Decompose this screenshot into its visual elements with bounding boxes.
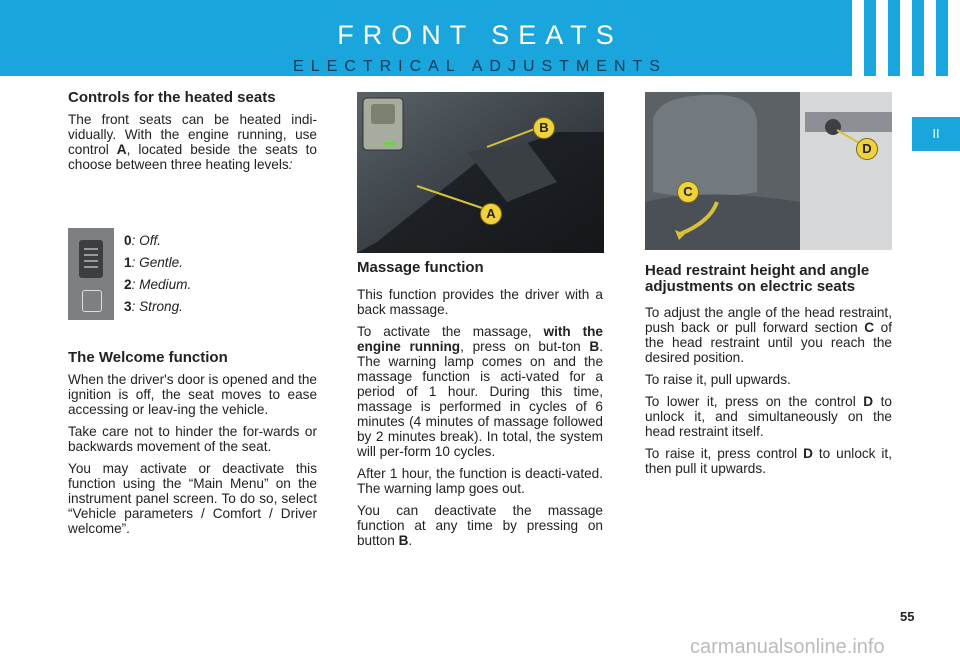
massage-heading: Massage function (357, 259, 484, 276)
massage-text-4: You can deactivate the massage function at any time by pressing on button B. (357, 503, 603, 548)
head-restraint-section (645, 263, 892, 483)
page-number: 55 (900, 609, 915, 624)
marker-b: B (533, 117, 555, 139)
heating-level-0: 0: Off. (124, 233, 162, 248)
page-title: FRONT SEATS (337, 20, 623, 50)
head-restraint-text-2: To raise it, pull upwards. (645, 372, 791, 387)
heated-seat-control-photo (68, 228, 114, 320)
head-restraint-heading: Head restraint height and angle adjustments on electric seats (645, 262, 870, 295)
heated-seats-text: The front seats can be heated indi-vidually. With the engine running, use control A, located beside the seats to choose between three heating levels: (68, 112, 317, 172)
heating-levels-list (124, 233, 191, 321)
heating-switch-icon (79, 240, 103, 278)
head-restraint-text-3: To lower it, press on the control D to unlock it, and simultaneously on the head restraint itself. (645, 394, 892, 439)
header-band (0, 0, 960, 76)
welcome-heading: The Welcome function (68, 349, 228, 366)
welcome-text-2: Take care not to hinder the for-wards or backwards movement of the seat. (68, 424, 317, 454)
head-restraint-text-4: To raise it, press control D to unlock it, then pull it upwards. (645, 446, 892, 476)
watermark: carmanualsonline.info (690, 636, 885, 658)
welcome-section (68, 350, 317, 543)
page-subtitle: ELECTRICAL ADJUSTMENTS (293, 58, 667, 75)
section-tab[interactable]: II (912, 117, 960, 151)
seat-heat-icon (82, 290, 102, 312)
marker-a: A (480, 203, 502, 225)
marker-c: C (677, 181, 699, 203)
massage-text-3: After 1 hour, the function is deacti-vated. The warning lamp goes out. (357, 466, 603, 496)
marker-d: D (856, 138, 878, 160)
massage-text-1: This function provides the driver with a back massage. (357, 287, 603, 317)
massage-controls-photo (357, 92, 604, 253)
heating-level-3: 3: Strong. (124, 299, 183, 314)
welcome-text-1: When the driver's door is opened and the ignition is off, the seat moves to ease accessing or leav-ing the vehicle. (68, 372, 317, 417)
welcome-text-3: You may activate or deactivate this function using the “Main Menu” on the instrument panel screen. To do so, select “Vehicle parameters / Comfort / Driver welcome”. (68, 461, 317, 536)
heated-seats-section (68, 90, 317, 179)
heated-seats-heading: Controls for the heated seats (68, 89, 276, 106)
heating-level-2: 2: Medium. (124, 277, 192, 292)
head-restraint-photo (645, 92, 892, 250)
heating-level-1: 1: Gentle. (124, 255, 183, 270)
head-restraint-text-1: To adjust the angle of the head restraint, push back or pull forward section C of the head restraint until you reach the desired position. (645, 305, 892, 365)
massage-section (357, 260, 603, 555)
massage-text-2: To activate the massage, with the engine running, press on but-ton B. The warning lamp comes on and the massage function is acti-vated for a period of 1 hour. During this time, massage is performed in cycles of 6 minutes (4 minutes of massage followed by 2 minutes break). In total, the system will per-form 10 cycles. (357, 324, 603, 459)
